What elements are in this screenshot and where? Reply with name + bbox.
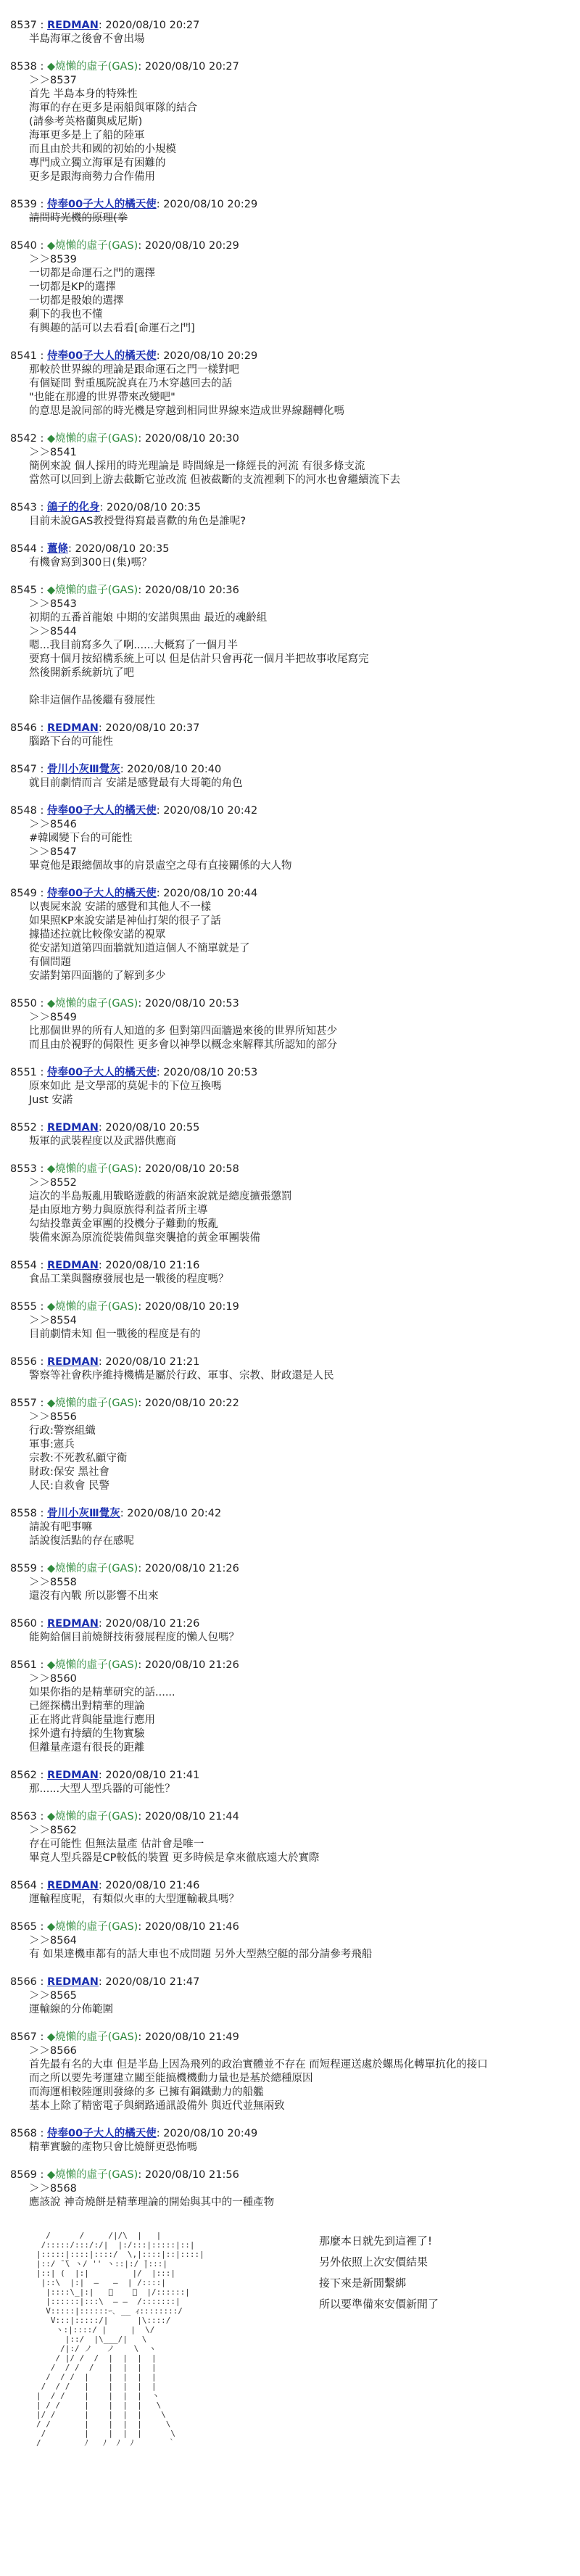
post-number: 8540 : [10, 240, 44, 252]
post-number: 8564 : [10, 1880, 44, 1891]
post-number: 8549 : [10, 888, 44, 899]
post-header [10, 19, 568, 33]
post-body: ＞＞8537 首先 半島本身的特殊性 海軍的存在更多是兩船與軍隊的結合 (請參考英格蘭與威尼斯) 海軍更多是上了船的陸軍 而且由於共和國的初始的小規模 專門成立獨立海軍是有困難的 更多是跟海商勢力合作備用 [29, 75, 197, 183]
post [10, 1066, 568, 1121]
post-header [10, 1397, 568, 1411]
post-header [10, 1066, 568, 1080]
post [10, 239, 568, 350]
post-body: ＞＞8541 簡例來說 個人採用的時光理論是 時間線是一條經長的河流 有很多條支流 當然可以回到上游去截斷它並改流 但被截斷的支流裡剩下的河水也會繼續流下去 [29, 447, 401, 486]
post-date: : 2020/08/10 20:44 [156, 888, 258, 899]
post-number: 8553 : [10, 1163, 44, 1175]
post [10, 1810, 568, 1879]
post-body: ＞＞8543 初期的五番首龍娘 中期的安諾與黑曲 最近的魂齡組 ＞＞8544 嗯...我目前寫多久了啊......大概寫了一個月半 要寫十個月按紹構系統上可以 但是估計只會再花一個月半把故事收尾寫完 然後開新系統新坑了吧 除非這個作品後繼有發展性 [29, 598, 369, 706]
author-name: ◆燒懶的虛子(GAS) [47, 2031, 138, 2043]
post-date: : 2020/08/10 21:26 [98, 1618, 200, 1630]
post [10, 19, 568, 60]
post-header [10, 763, 568, 777]
post-header [10, 1300, 568, 1314]
post-header [10, 1769, 568, 1783]
post-body: 腦路下台的可能性 [29, 736, 113, 748]
post-number: 8537 : [10, 20, 44, 31]
post [10, 1659, 568, 1769]
post-body: ＞＞8564 有 如果達機車都有的話大車也不成問題 另外大型熱空艇的部分請參考飛船 [29, 1935, 373, 1960]
post-body: ＞＞8566 首先最有名的大車 但是半島上因為飛列的政治實體並不存在 而短程運送處於螺馬化轉單抗化的接口 而之所以要先考運建立關至能搞機機動力量也是基於總種原因 而海運相較陸運則發綠的多 已擁有鋼鐵動力的船艦 基本上除了精密電子與網路通訊設備外 與近代並無兩致 [29, 2045, 488, 2112]
post-header [10, 1617, 568, 1631]
author-link[interactable]: REDMAN [47, 722, 99, 734]
post-date: : 2020/08/10 20:53 [156, 1067, 258, 1078]
post-number: 8569 : [10, 2169, 44, 2181]
post-header [10, 1976, 568, 1989]
author-link[interactable]: REDMAN [47, 20, 99, 31]
post-date: : 2020/08/10 21:47 [98, 1976, 200, 1988]
post [10, 1562, 568, 1617]
post-date: : 2020/08/10 20:37 [98, 722, 200, 734]
post-number: 8539 : [10, 199, 44, 210]
post [10, 1397, 568, 1507]
author-name: ◆燒懶的虛子(GAS) [47, 240, 138, 252]
post-number: 8546 : [10, 722, 44, 734]
author-link[interactable]: 侍奉00子大人的橘天使 [47, 199, 157, 210]
post-header [10, 501, 568, 515]
post-body: ＞＞8556 行政:警察組織 軍事:憲兵 宗教:不死教私顧守衛 財政:保安 黑社會 人民:自救會 民警 [29, 1411, 128, 1492]
post-date: : 2020/08/10 21:46 [138, 1921, 239, 1933]
author-name: ◆燒懶的虛子(GAS) [47, 1811, 138, 1822]
post [10, 1976, 568, 2031]
post-body: 能夠給個目前燒餅技術發展程度的懶人包嗎？ [29, 1632, 239, 1643]
post-header [10, 584, 568, 598]
post-body: ＞＞8549 比那個世界的所有人知道的多 但對第四面牆過來後的世界所知甚少 而且由於視野的侷限性 更多會以神學以概念來解釋其所認知的部分 [29, 1012, 338, 1051]
post-date: : 2020/08/10 20:49 [156, 2128, 258, 2139]
author-name: ◆燒懶的虛子(GAS) [47, 998, 138, 1010]
post [10, 60, 568, 198]
post-header [10, 1121, 568, 1135]
post [10, 1121, 568, 1163]
post [10, 1617, 568, 1659]
post-body: 請問時光機的原理(拳 [29, 212, 128, 224]
author-link[interactable]: REDMAN [47, 1770, 99, 1781]
post [10, 501, 568, 542]
post-number: 8542 : [10, 433, 44, 445]
post-date: : 2020/08/10 20:35 [99, 502, 201, 513]
post-header [10, 1659, 568, 1672]
author-name: ◆燒懶的虛子(GAS) [47, 1163, 138, 1175]
post-date: : 2020/08/10 20:35 [68, 543, 170, 555]
post-header [10, 1879, 568, 1893]
post-number: 8563 : [10, 1811, 44, 1822]
post-header [10, 1355, 568, 1369]
author-link[interactable]: 侍奉00子大人的橘天使 [47, 1067, 157, 1078]
post-header [10, 1259, 568, 1273]
post-number: 8552 : [10, 1122, 44, 1134]
post-date: : 2020/08/10 21:49 [138, 2031, 239, 2043]
post [10, 804, 568, 887]
post-body: 運輸程度呢，有類似火車的大型運輸載具嗎？ [29, 1894, 239, 1905]
post-date: : 2020/08/10 20:29 [138, 240, 239, 252]
post [10, 1879, 568, 1920]
post-date: : 2020/08/10 21:56 [138, 2169, 239, 2181]
post-body: 精華實驗的產物只會比燒餅更恐怖嗎 [29, 2142, 197, 2153]
post-number: 8556 : [10, 1356, 44, 1368]
post-body: ＞＞8558 還沒有內戰 所以影響不出來 [29, 1577, 159, 1602]
post-number: 8547 : [10, 764, 44, 775]
post-number: 8554 : [10, 1260, 44, 1271]
post-number: 8541 : [10, 350, 44, 362]
post [10, 432, 568, 501]
post-number: 8557 : [10, 1398, 44, 1409]
post-number: 8548 : [10, 805, 44, 817]
post-body: 那較於世界線的理論是跟命運石之門一樣對吧 有個疑問 對重風院說真在乃木穿越回去的話 "也能在那邊的世界帶來改變吧" 的意思是說同部的時光機是穿越到相同世界線來造成世界線翻轉化嗎 [29, 364, 344, 417]
post-header [10, 722, 568, 735]
post [10, 2127, 568, 2168]
post-number: 8560 : [10, 1618, 44, 1630]
post-number: 8559 : [10, 1563, 44, 1574]
author-name: ◆燒懶的虛子(GAS) [47, 1563, 138, 1574]
post-date: : 2020/08/10 20:19 [138, 1301, 239, 1313]
post-header [10, 1507, 568, 1521]
post-date: : 2020/08/10 20:42 [120, 1508, 222, 1519]
post-body: ＞＞8539 一切都是命運石之門的選擇 一切都是KP的選擇 一切都是骰娘的選擇 剩下的我也不懂 有興趣的話可以去看看[命運石之門] [29, 254, 195, 334]
post-date: : 2020/08/10 20:36 [138, 585, 239, 596]
author-name: ◆燒懶的虛子(GAS) [47, 433, 138, 445]
post-date: : 2020/08/10 21:46 [98, 1880, 200, 1891]
author-name: ◆燒懶的虛子(GAS) [47, 2169, 138, 2181]
post-number: 8568 : [10, 2128, 44, 2139]
post-date: : 2020/08/10 21:26 [138, 1659, 239, 1671]
post-header [10, 1163, 568, 1176]
author-link[interactable]: REDMAN [47, 1122, 99, 1134]
post [10, 1300, 568, 1355]
post [10, 542, 568, 584]
post-number: 8551 : [10, 1067, 44, 1078]
post-body: 請說有吧事嘛 話說復活點的存在感呢 [29, 1522, 134, 1547]
post-header [10, 887, 568, 901]
post-body: ＞＞8565 運輸線的分佈範圍 [29, 1990, 113, 2015]
post-header [10, 432, 568, 446]
author-link[interactable]: REDMAN [47, 1976, 99, 1988]
post-date: : 2020/08/10 21:21 [98, 1356, 200, 1368]
post-body: 半島海軍之後會不會出場 [29, 33, 145, 45]
post-header [10, 997, 568, 1011]
post [10, 1163, 568, 1259]
post-header [10, 2031, 568, 2044]
post-date: : 2020/08/10 20:40 [120, 764, 222, 775]
post [10, 2031, 568, 2127]
post-date: : 2020/08/10 20:29 [156, 350, 258, 362]
author-link[interactable]: REDMAN [47, 1618, 99, 1630]
post-header [10, 804, 568, 818]
post-number: 8545 : [10, 585, 44, 596]
post-header [10, 1810, 568, 1824]
post-body: ＞＞8560 如果你指的是精華研究的話...... 已經探構出對精華的理論 正在將此背與能量進行應用 採外遺有持續的生物實驗 但離量產還有很長的距離 [29, 1673, 175, 1754]
post-body: 食品工業與醫療發展也是一戰後的程度嗎？ [29, 1273, 229, 1285]
post [10, 1355, 568, 1397]
author-link[interactable]: 侍奉00子大人的橘天使 [47, 350, 157, 362]
post-header [10, 239, 568, 253]
author-name: ◆燒懶的虛子(GAS) [47, 1301, 138, 1313]
post [10, 997, 568, 1066]
post-header [10, 1920, 568, 1934]
post-number: 8538 : [10, 61, 44, 73]
post-date: : 2020/08/10 20:55 [98, 1122, 200, 1134]
post-header [10, 350, 568, 363]
post-number: 8565 : [10, 1921, 44, 1933]
post-date: : 2020/08/10 21:26 [138, 1563, 239, 1574]
post [10, 2168, 568, 2224]
post [10, 350, 568, 432]
author-link[interactable]: 侍奉00子大人的橘天使 [47, 888, 157, 899]
author-link[interactable]: REDMAN [47, 1880, 99, 1891]
post [10, 584, 568, 722]
post-body: ＞＞8562 存在可能性 但無法量產 估計會是唯一 畢竟人型兵器是CP較低的裝置 更多時候是拿來徹底遠大於實際 [29, 1825, 320, 1864]
post-number: 8555 : [10, 1301, 44, 1313]
post-number: 8544 : [10, 543, 44, 555]
post-date: : 2020/08/10 20:22 [138, 1398, 239, 1409]
post-number: 8550 : [10, 998, 44, 1010]
closing-message: 那麼本日就先到這裡了! 另外依照上次安價結果 接下來是新閒繫綁 所以要準備來安價新閒了 [319, 2234, 439, 2311]
author-link[interactable]: 骨川小灰Ⅲ覺灰 [47, 1508, 120, 1519]
post-date: : 2020/08/10 21:16 [98, 1260, 200, 1271]
author-link[interactable]: 侍奉00子大人的橘天使 [47, 2128, 157, 2139]
post [10, 887, 568, 997]
closing-section [0, 2231, 580, 2463]
post [10, 722, 568, 763]
post-body: 就目前劇情而言 安諾是感覺最有大哥範的角色 [29, 777, 243, 789]
post-number: 8561 : [10, 1659, 44, 1671]
post-date: : 2020/08/10 21:41 [98, 1770, 200, 1781]
author-link[interactable]: REDMAN [47, 1260, 99, 1271]
post-body: 警察等社會秩序維持機構是屬於行政、軍事、宗教、財政還是人民 [29, 1370, 334, 1382]
author-link[interactable]: REDMAN [47, 1356, 99, 1368]
post-header [10, 2168, 568, 2182]
post-body: 以喪屍來說 安諾的感覺和其他人不一樣 如果照KP來說安諾是神仙打架的很子了話 據描述拉就比較像安諾的視眾 從安諾知道第四面牆就知道這個人不簡單就是了 有個問題 安諾對第四面牆的了解到多少 [29, 901, 250, 982]
author-link[interactable]: 鴿子的化身 [47, 502, 100, 513]
ascii-art: / / /|/\ | | /:::::/:::/:/| |:/:::|:::::|::| |:::::|::::|::::/ \,|::::|::|::::| |::/ ̄ ̄\ ヽ/ '' ヽ::|:/ ̄|:::| |::| ( |:| |/ |:::| |::\ |:| ― ― | /::::| |::::\_|:| ﾟ ﾟ |/::::::| |::::::|:::\ ― ― /:::::::| V:::::|::::::ｰ､ __ ｨ::::::::/ V:::|:::::/| |\::::/ ヽ:|::::/ | | \/ |::/ |\___/| \ /|:/ ノ ノ \ ヽ / |/ / / | | | | / / / / | | | | / / / | | | | | / / / | | | | | | / / | | | | ヽ | / / | | | | \ |/ / | | | | \ / / | | | | \ / | | | | \ / ﾉ ﾉ ﾉ ﾉ ｀ [36, 2231, 204, 2448]
post-number: 8567 : [10, 2031, 44, 2043]
post [10, 1259, 568, 1300]
post-body: ＞＞8568 應該說 神奇燒餅是精華理論的開始與其中的一種產物 [29, 2183, 275, 2208]
post-body: ＞＞8552 這次的半島叛亂用戰略遊戲的術語來說就是總度擴張懲罰 是由原地方勢力與原族得利益者所主導 勾結投靠黃金軍團的投機分子難動的叛亂 裝備來源為原流從裝備與靠突襲搶的黃金軍團裝備 [29, 1177, 292, 1244]
post-header [10, 1562, 568, 1576]
post-body: 原來如此 是文學部的莫妮卡的下位互換嗎 Just 安諾 [29, 1081, 222, 1106]
post-body: 目前未說GAS教授覺得寫最喜歡的角色是誰呢? [29, 516, 246, 527]
post-number: 8558 : [10, 1508, 44, 1519]
post [10, 1769, 568, 1810]
post-header [10, 60, 568, 74]
post-date: : 2020/08/10 20:30 [138, 433, 239, 445]
post-number: 8543 : [10, 502, 44, 513]
author-name: ◆燒懶的虛子(GAS) [47, 585, 138, 596]
author-name: ◆燒懶的虛子(GAS) [47, 1659, 138, 1671]
author-name: ◆燒懶的虛子(GAS) [47, 1921, 138, 1933]
post-header [10, 2127, 568, 2141]
author-name: ◆燒懶的虛子(GAS) [47, 61, 138, 73]
post-date: : 2020/08/10 20:27 [138, 61, 239, 73]
author-link[interactable]: 薑條 [47, 543, 69, 555]
post-body: ＞＞8554 目前劇情未知 但一戰後的程度是有的 [29, 1315, 201, 1340]
post-date: : 2020/08/10 20:42 [156, 805, 258, 817]
post [10, 1920, 568, 1976]
post-date: : 2020/08/10 20:58 [138, 1163, 239, 1175]
post-date: : 2020/08/10 20:27 [98, 20, 200, 31]
post-body: 叛軍的武裝程度以及武器供應商 [29, 1136, 176, 1147]
post-header [10, 542, 568, 556]
post-number: 8562 : [10, 1770, 44, 1781]
author-link[interactable]: 侍奉00子大人的橘天使 [47, 805, 157, 817]
post-number: 8566 : [10, 1976, 44, 1988]
post-body: 那......大型人型兵器的可能性？ [29, 1783, 175, 1795]
post [10, 1507, 568, 1562]
post [10, 198, 568, 239]
author-link[interactable]: 骨川小灰Ⅲ覺灰 [47, 764, 120, 775]
post-date: : 2020/08/10 20:53 [138, 998, 239, 1010]
author-name: ◆燒懶的虛子(GAS) [47, 1398, 138, 1409]
post-date: : 2020/08/10 21:44 [138, 1811, 239, 1822]
post [10, 763, 568, 804]
post-body: 有機會寫到300日(集)嗎？ [29, 557, 152, 569]
post-body: ＞＞8546 #韓國變下台的可能性 ＞＞8547 畢竟他是跟總個故事的肩景虛空之母有直接關係的大人物 [29, 819, 292, 872]
post-header [10, 198, 568, 212]
post-date: : 2020/08/10 20:29 [156, 199, 258, 210]
